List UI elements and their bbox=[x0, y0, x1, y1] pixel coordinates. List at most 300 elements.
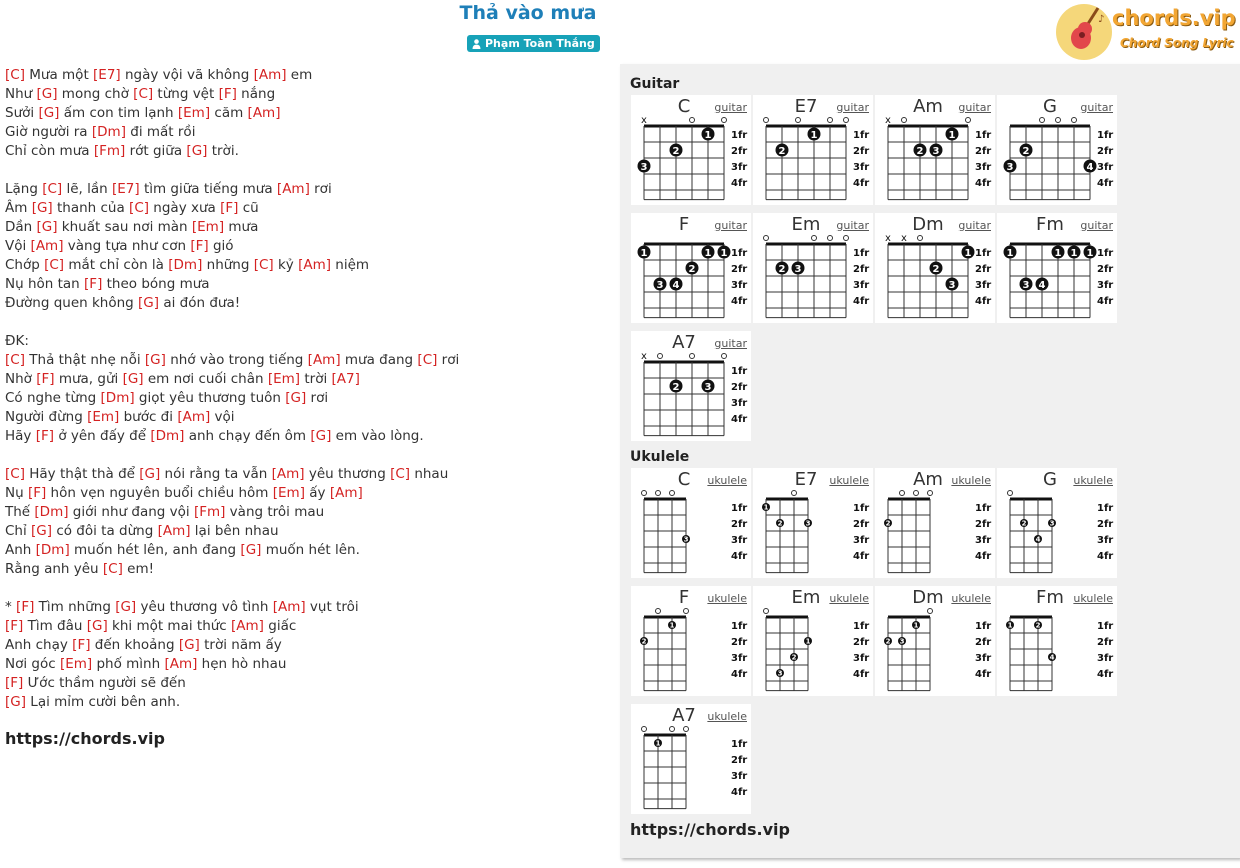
chord-type-link[interactable]: guitar bbox=[714, 219, 747, 232]
lyric-text: Nụ bbox=[5, 485, 28, 501]
fret-label: 1fr bbox=[731, 621, 748, 632]
lyric-line bbox=[5, 237, 605, 256]
finger-number: 3 bbox=[932, 146, 940, 157]
ukulele-chord-card[interactable] bbox=[997, 586, 1117, 696]
chord-link[interactable]: [Am] bbox=[272, 599, 306, 615]
chord-type-link[interactable]: ukulele bbox=[1073, 474, 1113, 487]
chord-type-link[interactable]: guitar bbox=[836, 219, 869, 232]
fret-label: 3fr bbox=[853, 653, 870, 664]
finger-number: 3 bbox=[805, 519, 811, 528]
lyric-line bbox=[5, 294, 605, 313]
chord-link[interactable]: [C] bbox=[390, 466, 411, 482]
fret-label: 1fr bbox=[975, 621, 992, 632]
chord-link[interactable]: [F] bbox=[84, 276, 103, 292]
chord-link[interactable]: [G] bbox=[178, 637, 200, 653]
guitar-chord-card[interactable] bbox=[997, 213, 1117, 323]
chord-link[interactable]: [Am] bbox=[164, 656, 198, 672]
fret-label: 1fr bbox=[1097, 621, 1114, 632]
chord-name: Em bbox=[791, 587, 821, 608]
logo-subtext: Chord Song Lyric bbox=[1120, 36, 1234, 50]
chord-name: A7 bbox=[672, 332, 696, 353]
lyric-text: căm bbox=[210, 105, 248, 121]
lyric-text: Có nghe từng bbox=[5, 390, 101, 406]
chord-link[interactable]: [Em] bbox=[59, 656, 93, 672]
finger-number: 1 bbox=[948, 130, 956, 141]
lyric-text: ở yên đấy để bbox=[54, 428, 151, 444]
lyric-text: Giờ người ra bbox=[5, 124, 92, 140]
lyric-line bbox=[5, 503, 605, 522]
lyric-text: Âm bbox=[5, 200, 32, 216]
chord-link[interactable]: [Em] bbox=[191, 219, 225, 235]
guitar-chord-card[interactable] bbox=[753, 213, 873, 323]
fret-label: 1fr bbox=[1097, 503, 1114, 514]
chord-link[interactable]: [C] bbox=[5, 466, 25, 482]
fret-label: 2fr bbox=[731, 755, 748, 766]
lyric-text: Thế bbox=[5, 504, 35, 520]
guitar-logo-icon bbox=[1054, 2, 1114, 62]
fret-label: 2fr bbox=[975, 264, 992, 275]
chord-type-link[interactable]: guitar bbox=[958, 101, 991, 114]
lyric-text: Người đừng bbox=[5, 409, 88, 425]
chord-type-link[interactable]: guitar bbox=[836, 101, 869, 114]
chord-link[interactable]: [G] bbox=[285, 390, 307, 406]
finger-number: 2 bbox=[672, 146, 680, 157]
finger-number: 1 bbox=[1086, 248, 1094, 259]
lyric-text: theo bóng mưa bbox=[102, 276, 210, 292]
fret-label: 3fr bbox=[853, 280, 870, 291]
chord-link[interactable]: [F] bbox=[5, 675, 24, 691]
lyric-line bbox=[5, 256, 605, 275]
open-string-marker bbox=[658, 354, 663, 359]
fret-label: 3fr bbox=[975, 280, 992, 291]
chord-type-link[interactable]: ukulele bbox=[707, 592, 747, 605]
chord-type-link[interactable]: ukulele bbox=[951, 474, 991, 487]
chord-link[interactable]: [Am] bbox=[276, 181, 310, 197]
lyric-line bbox=[5, 674, 605, 693]
chord-link[interactable]: [Fm] bbox=[93, 143, 126, 159]
chord-link[interactable]: [G] bbox=[138, 295, 160, 311]
open-string-marker bbox=[656, 491, 661, 496]
chord-name: A7 bbox=[672, 705, 696, 726]
open-string-marker bbox=[642, 491, 647, 496]
fret-label: 1fr bbox=[853, 503, 870, 514]
lyric-line bbox=[5, 389, 605, 408]
chord-link[interactable]: [Am] bbox=[177, 409, 211, 425]
chord-link[interactable]: [F] bbox=[27, 485, 47, 501]
chord-link[interactable]: [Dm] bbox=[34, 504, 69, 520]
lyrics-block bbox=[5, 66, 605, 712]
chord-link[interactable]: [G] bbox=[115, 599, 137, 615]
open-string-marker bbox=[642, 727, 647, 732]
chord-type-link[interactable]: guitar bbox=[714, 101, 747, 114]
lyric-line bbox=[5, 370, 605, 389]
chord-link[interactable]: [G] bbox=[144, 352, 166, 368]
lyric-text: vàng trôi mau bbox=[225, 504, 325, 520]
muted-string-marker: x bbox=[901, 233, 907, 244]
lyric-text: muốn hét lên. bbox=[261, 542, 360, 558]
lyric-text: giấc bbox=[263, 618, 297, 634]
lyric-text: những bbox=[202, 257, 254, 273]
lyric-line bbox=[5, 408, 605, 427]
ukulele-chord-card[interactable] bbox=[997, 468, 1117, 578]
lyric-text: trời năm ấy bbox=[199, 637, 282, 653]
author-badge[interactable] bbox=[467, 35, 600, 52]
lyric-line bbox=[5, 123, 605, 142]
lyric-text: rơi bbox=[306, 390, 329, 406]
lyric-text: Dần bbox=[5, 219, 37, 235]
chord-type-link[interactable]: ukulele bbox=[707, 710, 747, 723]
fret-label: 3fr bbox=[975, 162, 992, 173]
finger-number: 4 bbox=[1086, 162, 1094, 173]
lyric-line bbox=[5, 275, 605, 294]
chord-link[interactable]: [G] bbox=[31, 523, 53, 539]
fret-label: 2fr bbox=[1097, 146, 1114, 157]
chord-link[interactable]: [Dm] bbox=[91, 124, 126, 140]
open-string-marker bbox=[844, 118, 849, 123]
chord-link[interactable]: [G] bbox=[5, 694, 26, 710]
chord-link[interactable]: [Am] bbox=[253, 67, 287, 83]
lyric-line bbox=[5, 427, 605, 446]
chord-link[interactable]: [G] bbox=[86, 618, 108, 634]
chord-link[interactable]: [Em] bbox=[177, 105, 211, 121]
finger-number: 2 bbox=[672, 382, 680, 393]
guitar-chord-card[interactable] bbox=[875, 95, 995, 205]
chord-link[interactable]: [Dm] bbox=[35, 542, 70, 558]
open-string-marker bbox=[796, 118, 801, 123]
lyric-line bbox=[5, 313, 605, 332]
fret-label: 4fr bbox=[1097, 551, 1114, 562]
lyric-line bbox=[5, 541, 605, 560]
finger-number: 2 bbox=[1022, 146, 1030, 157]
lyric-text: Lặng bbox=[5, 181, 43, 197]
lyric-text: phố mình bbox=[92, 656, 165, 672]
fret-label: 4fr bbox=[975, 178, 992, 189]
finger-number: 2 bbox=[777, 519, 783, 528]
chord-type-link[interactable]: ukulele bbox=[951, 592, 991, 605]
open-string-marker bbox=[764, 236, 769, 241]
lyric-text: anh chạy đến ôm bbox=[184, 428, 311, 444]
open-string-marker bbox=[764, 118, 769, 123]
fret-label: 4fr bbox=[1097, 178, 1114, 189]
chord-link[interactable]: [F] bbox=[218, 86, 237, 102]
open-string-marker bbox=[690, 118, 695, 123]
lyric-text: vụt trôi bbox=[305, 599, 359, 615]
chord-link[interactable]: [Am] bbox=[298, 257, 332, 273]
finger-number: 1 bbox=[1007, 621, 1013, 630]
chord-link[interactable]: [G] bbox=[310, 428, 332, 444]
lyric-text: muốn hét lên, anh đang bbox=[69, 542, 241, 558]
chord-link[interactable]: [Em] bbox=[272, 485, 305, 501]
lyric-text: Lại mỉm cười bên anh. bbox=[26, 694, 181, 710]
guitar-chord-card[interactable] bbox=[753, 95, 873, 205]
open-string-marker bbox=[914, 491, 919, 496]
chord-link[interactable]: [Em] bbox=[267, 371, 301, 387]
lyric-text: Rằng anh yêu bbox=[5, 561, 103, 577]
chord-type-link[interactable]: guitar bbox=[1080, 219, 1113, 232]
chord-link[interactable]: [Am] bbox=[247, 105, 281, 121]
finger-number: 1 bbox=[720, 248, 728, 259]
lyric-line bbox=[5, 484, 605, 503]
lyric-text: từng vệt bbox=[153, 86, 219, 102]
chord-link[interactable]: [C] bbox=[5, 352, 25, 368]
finger-number: 3 bbox=[704, 382, 712, 393]
chord-panel bbox=[620, 64, 1240, 858]
lyric-text: nói rằng ta vẫn bbox=[160, 466, 272, 482]
chord-link[interactable]: [Dm] bbox=[168, 257, 203, 273]
fret-label: 3fr bbox=[975, 535, 992, 546]
lyric-text: mong chờ bbox=[57, 86, 134, 102]
chord-link[interactable]: [E7] bbox=[93, 67, 121, 83]
chord-link[interactable]: [E7] bbox=[112, 181, 140, 197]
chord-link[interactable]: [C] bbox=[253, 257, 274, 273]
fret-label: 1fr bbox=[731, 366, 748, 377]
chord-link[interactable]: [G] bbox=[139, 466, 161, 482]
open-string-marker bbox=[1040, 118, 1045, 123]
lyric-line bbox=[5, 522, 605, 541]
finger-number: 1 bbox=[1070, 248, 1078, 259]
chord-type-link[interactable]: ukulele bbox=[829, 592, 869, 605]
fret-label: 3fr bbox=[731, 535, 748, 546]
finger-number: 3 bbox=[1006, 162, 1014, 173]
chord-link[interactable]: [C] bbox=[5, 67, 25, 83]
chord-type-link[interactable]: ukulele bbox=[829, 474, 869, 487]
chord-link[interactable]: [G] bbox=[31, 200, 53, 216]
chord-link[interactable]: [C] bbox=[417, 352, 438, 368]
finger-number: 4 bbox=[1049, 653, 1055, 662]
chord-type-link[interactable]: ukulele bbox=[1073, 592, 1113, 605]
chord-link[interactable]: [C] bbox=[129, 200, 150, 216]
finger-number: 3 bbox=[777, 669, 783, 678]
open-string-marker bbox=[828, 236, 833, 241]
chord-link[interactable]: [Dm] bbox=[100, 390, 135, 406]
finger-number: 1 bbox=[913, 621, 919, 630]
chord-link[interactable]: [Am] bbox=[157, 523, 191, 539]
chord-link[interactable]: [F] bbox=[35, 428, 55, 444]
lyric-text: Mưa một bbox=[24, 67, 94, 83]
lyric-text: rơi bbox=[309, 181, 332, 197]
finger-number: 3 bbox=[1049, 519, 1055, 528]
guitar-chord-card[interactable] bbox=[631, 213, 751, 323]
open-string-marker bbox=[722, 118, 727, 123]
ukulele-chord-card[interactable] bbox=[875, 586, 995, 696]
fret-label: 1fr bbox=[731, 130, 748, 141]
finger-number: 1 bbox=[1054, 248, 1062, 259]
lyric-text: Hãy bbox=[5, 428, 36, 444]
chord-link[interactable]: [C] bbox=[44, 257, 65, 273]
chord-link[interactable]: [Dm] bbox=[150, 428, 185, 444]
fret-label: 4fr bbox=[1097, 296, 1114, 307]
finger-number: 1 bbox=[669, 621, 675, 630]
lyric-text: em bbox=[286, 67, 313, 83]
site-logo[interactable] bbox=[1054, 2, 1234, 62]
fret-label: 3fr bbox=[1097, 653, 1114, 664]
guitar-chord-card[interactable] bbox=[875, 213, 995, 323]
chord-link[interactable]: [Fm] bbox=[193, 504, 226, 520]
fret-label: 4fr bbox=[731, 551, 748, 562]
finger-number: 3 bbox=[948, 280, 956, 291]
fret-label: 2fr bbox=[975, 637, 992, 648]
footer-link[interactable]: https://chords.vip bbox=[5, 729, 165, 748]
lyric-line bbox=[5, 142, 605, 161]
fret-label: 2fr bbox=[853, 519, 870, 530]
fret-label: 2fr bbox=[975, 146, 992, 157]
chord-link[interactable]: [C] bbox=[133, 86, 154, 102]
chord-link[interactable]: [Em] bbox=[87, 409, 120, 425]
chord-link[interactable]: [G] bbox=[122, 371, 144, 387]
lyric-text: giọt yêu thương tuôn bbox=[134, 390, 286, 406]
guitar-chord-card[interactable] bbox=[631, 331, 751, 441]
chord-name: Dm bbox=[912, 214, 944, 235]
lyric-text: ngày vội vã không bbox=[120, 67, 254, 83]
finger-number: 4 bbox=[1035, 535, 1041, 544]
chord-link[interactable]: [Am] bbox=[231, 618, 264, 634]
lyric-text: khi một mai thức bbox=[107, 618, 232, 634]
lyric-text: mắt chỉ còn là bbox=[64, 257, 169, 273]
lyric-text: Nơi góc bbox=[5, 656, 60, 672]
chord-link[interactable]: [F] bbox=[190, 238, 209, 254]
lyric-text: nắng bbox=[236, 86, 276, 102]
lyric-text: * bbox=[5, 599, 17, 615]
lyric-text: vàng tựa như cơn bbox=[63, 238, 191, 254]
fret-label: 3fr bbox=[731, 653, 748, 664]
fret-label: 4fr bbox=[731, 414, 748, 425]
open-string-marker bbox=[928, 609, 933, 614]
ukulele-chord-card[interactable] bbox=[631, 468, 751, 578]
lyric-text: giới như đang vội bbox=[68, 504, 194, 520]
chord-link[interactable]: [G] bbox=[36, 219, 58, 235]
guitar-section-title: Guitar bbox=[630, 76, 680, 92]
lyric-text: rớt giữa bbox=[125, 143, 187, 159]
lyric-line bbox=[5, 104, 605, 123]
lyric-text: em nơi cuối chân bbox=[143, 371, 268, 387]
finger-number: 2 bbox=[885, 519, 891, 528]
lyric-text: Nhờ bbox=[5, 371, 37, 387]
ukulele-section-title: Ukulele bbox=[630, 449, 690, 465]
muted-string-marker: x bbox=[641, 351, 647, 362]
open-string-marker bbox=[918, 236, 923, 241]
lyric-text: ĐK: bbox=[5, 333, 29, 349]
lyric-text: cũ bbox=[238, 200, 259, 216]
chord-link[interactable]: [Am] bbox=[307, 352, 341, 368]
chord-link[interactable]: [F] bbox=[72, 637, 91, 653]
chord-link[interactable]: [F] bbox=[220, 200, 239, 216]
finger-number: 4 bbox=[672, 280, 680, 291]
lyric-line bbox=[5, 199, 605, 218]
open-string-marker bbox=[764, 609, 769, 614]
author-name: Phạm Toàn Thắng bbox=[485, 37, 595, 50]
lyric-text: niệm bbox=[331, 257, 370, 273]
open-string-marker bbox=[684, 609, 689, 614]
open-string-marker bbox=[722, 354, 727, 359]
chord-link[interactable]: [G] bbox=[36, 86, 58, 102]
lyric-text: Chỉ còn mưa bbox=[5, 143, 94, 159]
lyric-line bbox=[5, 560, 605, 579]
finger-number: 1 bbox=[964, 248, 972, 259]
chord-link[interactable]: [F] bbox=[36, 371, 55, 387]
fret-label: 2fr bbox=[975, 519, 992, 530]
chord-link[interactable]: [Am] bbox=[329, 485, 363, 501]
fret-label: 1fr bbox=[853, 248, 870, 259]
lyric-text: lẽ, lần bbox=[62, 181, 112, 197]
fret-label: 2fr bbox=[853, 264, 870, 275]
chord-link[interactable]: [Am] bbox=[271, 466, 305, 482]
fret-label: 1fr bbox=[731, 248, 748, 259]
finger-number: 3 bbox=[640, 162, 648, 173]
open-string-marker bbox=[812, 236, 817, 241]
lyric-text: bước đi bbox=[119, 409, 178, 425]
lyric-text: kỷ bbox=[273, 257, 299, 273]
fret-label: 4fr bbox=[853, 296, 870, 307]
lyric-line bbox=[5, 180, 605, 199]
chord-name: C bbox=[677, 96, 691, 117]
chord-link[interactable]: [Am] bbox=[30, 238, 64, 254]
chord-link[interactable]: [G] bbox=[38, 105, 60, 121]
finger-number: 3 bbox=[794, 264, 802, 275]
guitar-chord-card[interactable] bbox=[631, 95, 751, 205]
chord-link[interactable]: [F] bbox=[16, 599, 35, 615]
ukulele-chord-card[interactable] bbox=[875, 468, 995, 578]
chord-link[interactable]: [C] bbox=[42, 181, 63, 197]
fret-label: 4fr bbox=[975, 296, 992, 307]
lyric-text: thanh của bbox=[52, 200, 130, 216]
fret-label: 4fr bbox=[853, 669, 870, 680]
panel-link[interactable]: https://chords.vip bbox=[630, 820, 790, 839]
lyric-text: em! bbox=[122, 561, 155, 577]
open-string-marker bbox=[966, 118, 971, 123]
open-string-marker bbox=[900, 491, 905, 496]
ukulele-chord-card[interactable] bbox=[631, 704, 751, 814]
lyric-text: mưa đang bbox=[340, 352, 418, 368]
chord-type-link[interactable]: guitar bbox=[958, 219, 991, 232]
finger-number: 2 bbox=[1035, 621, 1041, 630]
finger-number: 1 bbox=[704, 248, 712, 259]
ukulele-chord-card[interactable] bbox=[753, 468, 873, 578]
fret-label: 2fr bbox=[1097, 637, 1114, 648]
fret-label: 3fr bbox=[853, 162, 870, 173]
chord-link[interactable]: [F] bbox=[5, 618, 24, 634]
lyric-text: em vào lòng. bbox=[331, 428, 424, 444]
chord-type-link[interactable]: guitar bbox=[714, 337, 747, 350]
fret-label: 2fr bbox=[853, 146, 870, 157]
chord-name: C bbox=[677, 469, 691, 490]
ukulele-chord-card[interactable] bbox=[753, 586, 873, 696]
chord-type-link[interactable]: guitar bbox=[1080, 101, 1113, 114]
lyric-line bbox=[5, 351, 605, 370]
chord-link[interactable]: [A7] bbox=[331, 371, 360, 387]
chord-type-link[interactable]: ukulele bbox=[707, 474, 747, 487]
chord-link[interactable]: [C] bbox=[102, 561, 123, 577]
chord-link[interactable]: [G] bbox=[240, 542, 262, 558]
fret-label: 3fr bbox=[731, 771, 748, 782]
lyric-text: Tìm những bbox=[34, 599, 116, 615]
fret-label: 4fr bbox=[975, 551, 992, 562]
open-string-marker bbox=[844, 236, 849, 241]
chord-name: E7 bbox=[794, 96, 818, 117]
fret-label: 3fr bbox=[731, 398, 748, 409]
ukulele-chord-card[interactable] bbox=[631, 586, 751, 696]
finger-number: 1 bbox=[1006, 248, 1014, 259]
lyric-text: hẹn hò nhau bbox=[197, 656, 287, 672]
lyric-text: Vội bbox=[5, 238, 31, 254]
fret-label: 2fr bbox=[1097, 264, 1114, 275]
lyric-text: ngày xưa bbox=[149, 200, 221, 216]
fret-label: 3fr bbox=[1097, 280, 1114, 291]
logo-text: chords.vip bbox=[1112, 6, 1236, 30]
chord-link[interactable]: [G] bbox=[186, 143, 208, 159]
guitar-chord-card[interactable] bbox=[997, 95, 1117, 205]
fret-label: 1fr bbox=[731, 503, 748, 514]
song-title: Thả vào mưa bbox=[459, 2, 597, 24]
